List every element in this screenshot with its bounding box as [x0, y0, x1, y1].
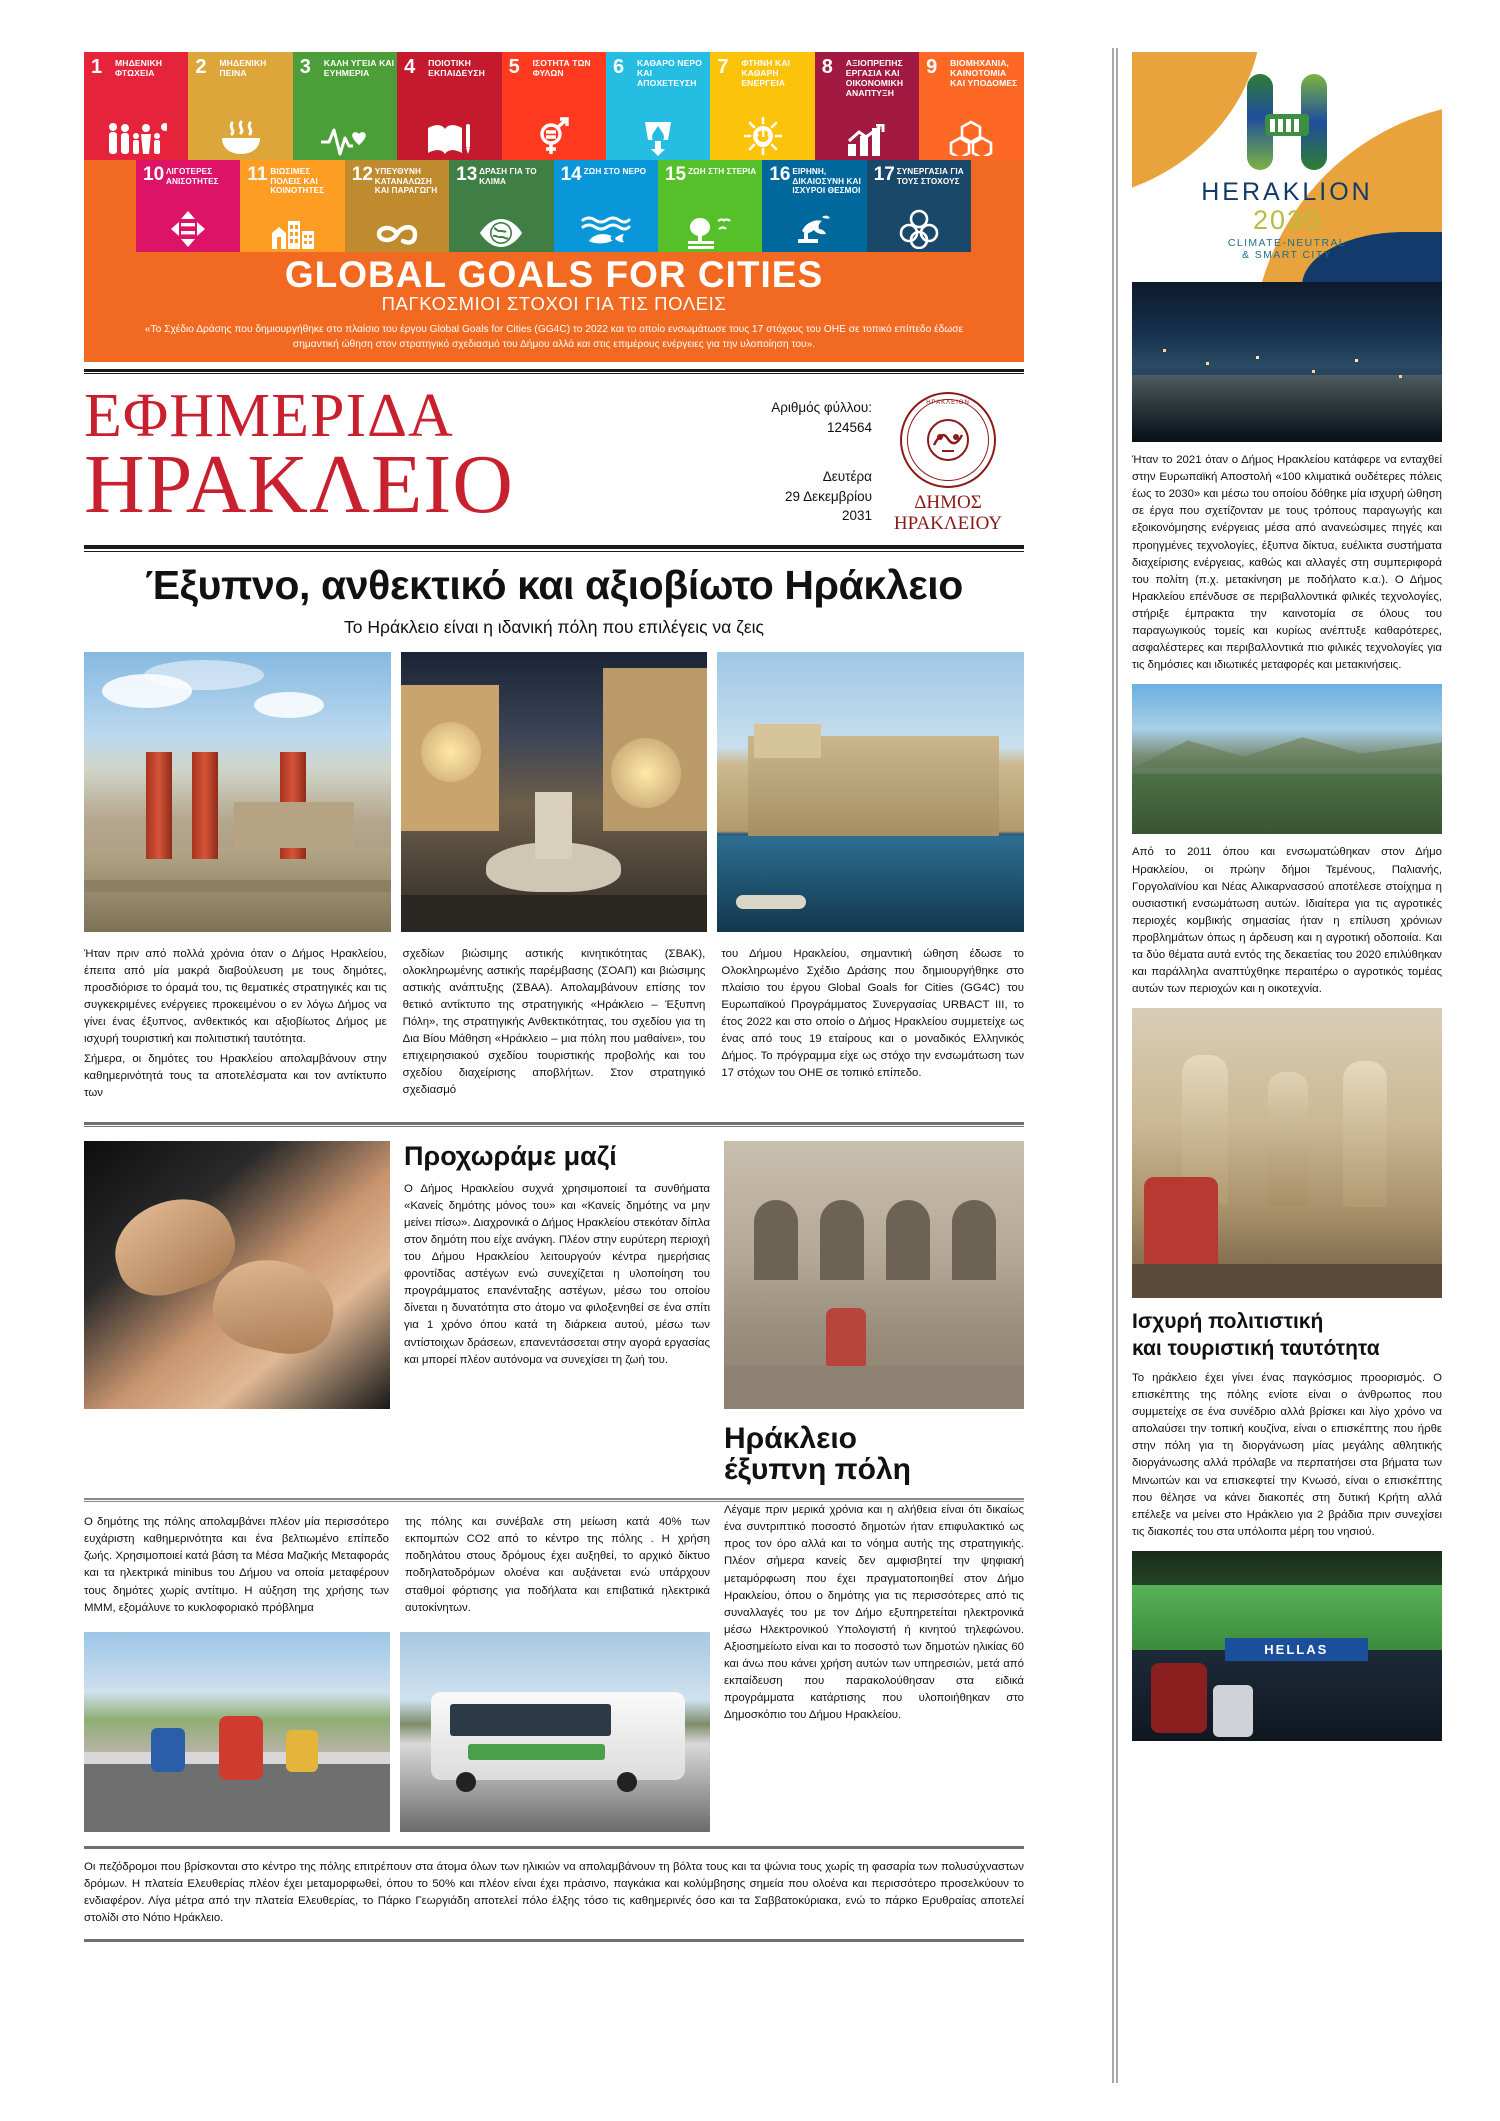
sdg-number: 6 [612, 56, 625, 78]
date-year: 2031 [841, 508, 872, 524]
h-monogram-icon [1247, 74, 1327, 170]
water-glass-icon [606, 118, 710, 156]
lead-column-1 [84, 946, 387, 1106]
sdg-goal-11 [240, 160, 344, 252]
sdg-number: 2 [195, 56, 207, 78]
logo-tagline-1: CLIMATE-NEUTRAL [1227, 236, 1347, 249]
sdg-goal-16 [762, 160, 866, 252]
partnership-circles-icon [867, 209, 971, 249]
municipality-logo [872, 388, 1024, 535]
sdg-number: 13 [456, 164, 478, 185]
sdg-number: 3 [299, 56, 311, 78]
sdg-goal-15 [658, 160, 762, 252]
family-cycling-photo [84, 1632, 390, 1832]
sidebar-title-line2: και τουριστική ταυτότητα [1132, 1337, 1380, 1361]
masthead-meta [682, 388, 872, 526]
sdg-goal-2 [188, 52, 292, 160]
sdg-number: 17 [873, 164, 895, 185]
crete-landscape-photo [1132, 684, 1442, 834]
masthead-line1: ΕΦΗΜΕΡΙΔΑ [84, 382, 454, 451]
tree-birds-icon [658, 215, 762, 249]
date-day: Δευτέρα [822, 469, 872, 485]
sdg-goal-7 [710, 52, 814, 160]
lead-c3-p1: του Δήμου Ηρακλείου, σημαντική ώθηση έδωσε το Ολοκληρωμένο Σχέδιο Δράσης που δημιουργήθηκε στο πλαίσιο του έργου Global Goals for Cities (GG4C) του Ευρωπαϊκού Προγράμματος Συνεργασίας URBACT III, το έτος 2022 και στο οποίο ο Δήμος Ηρακλείου συμμετείχε ως ένας από τους 19 εταίρους και ο μοναδικός Ελληνικός Δήμος. Το πρόγραμμα είχε ως στόχο την ενσωμάτωση των 17 στόχων του ΟΗΕ σε τοπικό επίπεδο. [721, 947, 1025, 1080]
banner-caption: «Το Σχέδιο Δράσης που δημιουργήθηκε στο πλαίσιο του έργου Global Goals for Cities (GG4C) το 2022 και το οποίο ενσωμάτωσε τους 17 στόχους του ΟΗΕ σε τοπικό επίπεδο έδωσε σημαντική ώθηση στον στρατηγικό σχεδιασμό του Δήμου αλλά και στις επιμέρους ενέργειες για την υλοποίηση του». [144, 324, 964, 350]
sdg-row2-spacer [84, 160, 136, 252]
lead-c1-p2: Σήμερα, οι δημότες του Ηρακλείου απολαμβάνουν στην καθημερινότητά τους τα αποτελέσματα και τον αντίκτυπο των [84, 1053, 387, 1100]
sdg-title: ΛΙΓΟΤΕΡΕΣ ΑΝΙΣΟΤΗΤΕΣ [166, 167, 219, 186]
stadium-crowd-hellas-photo [1132, 1551, 1442, 1741]
page-title: Έξυπνο, ανθεκτικό και αξιοβίωτο Ηράκλειο [145, 561, 963, 608]
sdg-goal-9 [919, 52, 1023, 160]
sdg-title: ΔΡΑΣΗ ΓΙΑ ΤΟ ΚΛΙΜΑ [479, 167, 537, 186]
sdg-number: 5 [508, 56, 520, 78]
sun-power-icon [710, 116, 814, 156]
infinity-icon [345, 219, 449, 249]
sdg-goal-4 [397, 52, 501, 160]
heraklion-night-aerial-photo [1132, 282, 1442, 442]
sidebar-column [1108, 0, 1500, 2121]
sdg-title: ΦΤΗΝΗ ΚΑΙ ΚΑΘΑΡΗ ΕΝΕΡΓΕΙΑ [741, 58, 791, 88]
sdg-title: ΥΠΕΥΘΥΝΗ ΚΑΤΑΝΑΛΩΣΗ ΚΑΙ ΠΑΡΑΓΩΓΗ [374, 167, 438, 196]
sdg-number: 1 [91, 56, 103, 78]
bottom-note-text: Οι πεζόδρομοι που βρίσκονται στο κέντρο της πόλης επιτρέπουν στα άτομα όλων των ηλικιών να απολαμβάνουν τη βόλτα τους και τα ψώνια τους χωρίς τη φασαρία των πολυσύχναστων δρόμων. Η πλατεία Ελευθερίας πλέον έχει μεταμορφωθεί, όπου το 50% και πλέον είναι έχει πράσινο, παγκάκια και κολύμβησης σημεία που ολοένα και περισσότερο προσελκύουν το ενδιαφέρον. Λίγα μέτρα από την πλατεία Ελευθερίας, το Πάρκο Γεωργιάδη αποτελεί πόλο έλξης τόσο τις καθημερινές όσο και τα Σαββατοκύριακα, ενώ το πάρκο Ερυθραίας αποτελεί στολίδι στο Νότιο Ηράκλειο. [84, 1860, 1024, 1925]
sdg-goal-13 [449, 160, 553, 252]
sdg-number: 14 [560, 164, 582, 185]
date-line: 29 Δεκεμβρίου [785, 488, 872, 504]
mobility-col-1 [84, 1514, 389, 1620]
banner-title: GLOBAL GOALS FOR CITIES [284, 254, 824, 295]
sdg-title: ΑΞΙΟΠΡΕΠΗΣ ΕΡΓΑΣΙΑ ΚΑΙ ΟΙΚΟΝΟΜΙΚΗ ΑΝΑΠΤΥΞΗ [845, 58, 904, 98]
knossos-palace-photo [84, 652, 391, 932]
section1-body [404, 1181, 710, 1369]
section2-title-line1: Ηράκλειο [724, 1421, 857, 1455]
municipal-seal-icon [900, 392, 996, 488]
gender-equality-icon [502, 116, 606, 156]
family-icon [84, 122, 188, 156]
logo-name: HERAKLION [1201, 177, 1373, 206]
smart-city-paragraph: Λέγαμε πριν μερικά χρόνια και η αλήθεια είναι ότι δικαίως ένα συντριπτικό ποσοστό δημοτών ήταν επιφυλακτικό ως προς τον όρο αλλά και το νόημα αυτής της στρατηγικής. Πλέον σήμερα κανείς δεν αμφισβητεί την ψηφιακή μεταμόρφωση που έχει πραγματοποιηθεί στον Δήμο Ηρακλείου, όπου ο δημότης για τις περισσότερες από τις συναλλαγές του με τον Δήμο εξυπηρετείται ηλεκτρονικά μέσω Ηλεκτρονικού Υπολογιστή ή κινητού τηλεφώνου. Αξιοσημείωτο είναι και το ποσοστό των δημοτών ηλικίας 60 και άνω που κάνει χρήση αυτών των υπηρεσιών, μετά από εκπαίδευση που παρακολούθησαν στα ειδικά προγράμματα κατάρτισης που υλοποιήθηκαν στο Δημοσκόπιο του Δήμου Ηρακλείου. [724, 1504, 1024, 1722]
dove-gavel-icon [762, 213, 866, 249]
sdg-number: 10 [143, 164, 165, 185]
sdg-number: 7 [717, 56, 729, 78]
smart-city-body [724, 1502, 1024, 1724]
sdg-number: 12 [351, 164, 373, 185]
sdg-title: ΙΣΟΤΗΤΑ ΤΩΝ ΦΥΛΩΝ [532, 58, 591, 78]
sdg-goal-17 [867, 160, 971, 252]
sdg-title: ΜΗΔΕΝΙΚΗ ΠΕΙΝΑ [219, 58, 267, 78]
mobility-columns [84, 1514, 710, 1620]
mid-center [404, 1141, 710, 1487]
issue-label: Αριθμός φύλλου: [771, 400, 872, 416]
sdg-goal-10 [136, 160, 240, 252]
masthead-line2: ΗΡΑΚΛΕΙΟ [84, 438, 514, 532]
sdg-number: 8 [821, 56, 833, 78]
sdg-row2-tail [971, 160, 1024, 252]
book-icon [397, 122, 501, 156]
sdg-title: ΒΙΟΜΗΧΑΝΙΑ, ΚΑΙΝΟΤΟΜΙΑ ΚΑΙ ΥΠΟΔΟΜΕΣ [950, 58, 1018, 88]
sdg-goal-8 [815, 52, 919, 160]
koules-fortress-photo [717, 652, 1024, 932]
sdg-title: ΚΑΛΗ ΥΓΕΙΑ ΚΑΙ ΕΥΗΜΕΡΙΑ [323, 58, 395, 78]
sdg-title: ΣΥΝΕΡΓΑΣΙΑ ΓΙΑ ΤΟΥΣ ΣΤΟΧΟΥΣ [896, 167, 964, 186]
lead-photo-row [84, 652, 1024, 932]
lead-column-3 [721, 946, 1024, 1106]
sdg-goal-3 [293, 52, 397, 160]
sdg-title: ΖΩΗ ΣΤΗ ΣΤΕΡΙΑ [687, 167, 757, 176]
equality-arrows-icon [136, 209, 240, 249]
sdg-goals-grid [84, 52, 1024, 362]
seal-top-text: ΗΡΑΚΛΕΙΟΝ [926, 400, 970, 407]
sdg-goal-12 [345, 160, 449, 252]
people-glyph-icon [1267, 115, 1307, 135]
sdg-title: ΕΙΡΗΝΗ, ΔΙΚΑΙΟΣΥΝΗ ΚΑΙ ΙΣΧΥΡΟΙ ΘΕΣΜΟΙ [792, 167, 861, 196]
sdg-goal-14 [554, 160, 658, 252]
mobility-col-2 [405, 1514, 710, 1620]
lead-body-columns [84, 946, 1024, 1106]
sdg-title: ΖΩΗ ΣΤΟ ΝΕΡΟ [583, 167, 647, 176]
sdg-title: ΚΑΘΑΡΟ ΝΕΡΟ ΚΑΙ ΑΠΟΧΕΤΕΥΣΗ [636, 58, 703, 88]
city-icon [240, 215, 344, 249]
mobility-col1-text: Ο δημότης της πόλης απολαμβάνει πλέον μία περισσότερο ευχάριστη καθημερινότητα και ένα βελτιωμένο επίπεδο ζωής. Χρησιμοποιεί κατά βάση τα Μέσα Μαζικής Μεταφοράς και τα ηλεκτρικά minibus του Δήμου να οποία μεταφέρουν τους δημότες χωρίς αντίτιμο. Η αύξηση της χρήσης των ΜΜΜ, εξομάλυνε το κυκλοφοριακό πρόβλημα [84, 1516, 389, 1614]
mobility-photo-row [84, 1632, 710, 1832]
sdg-title: ΠΟΙΟΤΙΚΗ ΕΚΠΑΙΔΕΥΣΗ [428, 58, 485, 78]
section1-title: Προχωράμε μαζί [404, 1140, 617, 1171]
growth-chart-icon [815, 124, 919, 156]
sdg-goal-6 [606, 52, 710, 160]
sidebar-paragraph-1: Ήταν το 2021 όταν ο Δήμος Ηρακλείου κατάφερε να ενταχθεί στην Ευρωπαϊκή Αποστολή «100 κλιματικά ουδέτερες πόλεις έως το 2030» και μέσω του οποίου δόθηκε μία ισχυρή ώθηση σε έργα που σχετίζονταν με τους τρόπους παραγωγής και εξοικονόμησης ενέργειας μέσα από ανανεώσιμες πηγές και προηγμένες τεχνολογίες, έξυπνα δίκτυα, ευέλικτα συστήματα διαχείρισης ενέργειας, καθώς και αλλαγές στη συμπεριφορά του πολίτη (π.χ. μετακίνηση με ποδήλατο κ.α.). Ο Δήμος Ηρακλείου επένδυσε σε περιβαλλοντικά φιλικές τεχνολογίες, στήριξε έμπρακτα την καινοτομία σε όλους του παραγωγικούς τομείς και κυρίως ανέπτυξε καθαρότερες, ασφαλέστερες και περιβαλλοντικά πιο φιλικές τεχνολογίες για τις δημόσιες και ιδιωτικές μεταφορές και μετακινήσεις. [1132, 454, 1442, 672]
masthead [84, 374, 1024, 535]
sdg-title: ΜΗΔΕΝΙΚΗ ΦΤΩΧΕΙΑ [115, 58, 163, 78]
sidebar-text-2 [1132, 844, 1442, 998]
sidebar-text-3 [1132, 1370, 1442, 1541]
heartbeat-icon [293, 124, 397, 156]
mid-left [84, 1141, 390, 1487]
mid-section [84, 1141, 1024, 1487]
seal-name-line1: ΔΗΜΟΣ [914, 492, 982, 514]
lead-c1-p1: Ήταν πριν από πολλά χρόνια όταν ο Δήμος Ηρακλείου, έπειτα από μία μακρά διαβούλευση με τους δημότες, προσδιόρισε το όραμά του, τις θεματικές στρατηγικές και τις συγκεκριμένες ενέργειες προκειμένου ο εν λόγω Δήμος να γίνει ένας έξυπνος, ανθεκτικός και αξιοβίωτος Δήμος με ισχυρή τουριστική και πολιτιστική ταυτότητα. [84, 947, 387, 1046]
globe-eye-icon [449, 217, 553, 249]
section2-title-line2: έξυπνη πόλη [724, 1453, 911, 1487]
sidebar-text-1 [1132, 452, 1442, 674]
fish-icon [554, 215, 658, 249]
helping-hands-photo [84, 1141, 390, 1409]
sdg-number: 16 [769, 164, 791, 185]
divider-mid [84, 1122, 1024, 1127]
sdg-number: 15 [664, 164, 687, 185]
sdg-title: ΒΙΩΣΙΜΕΣ ΠΟΛΕΙΣ ΚΑΙ ΚΟΙΝΟΤΗΤΕΣ [270, 167, 325, 196]
logo-year: 2030 [1252, 204, 1322, 235]
sdg-number: 9 [926, 56, 938, 78]
sdg-goal-5 [502, 52, 606, 160]
sdg-goal-1 [84, 52, 188, 160]
sidebar-paragraph-2: Από το 2011 όπου και ενσωματώθηκαν στον Δήμο Ηρακλείου, οι πρώην δήμοι Τεμένους, Παλιανής, Γοργολαϊνίου και Νέας Αλικαρνασσού αποτέλεσε στοίχημα η ουσιαστική ενσωμάτωση αυτών. Ιδιαίτερα για τις αγροτικές περιοχές κομβικής σημασίας ήταν η επίλυση χρόνιων προβλημάτων όπως η άρδευση και η αγροτική οδοποιία. Και τα δύο θέματα αυτά εντός της δεκαετίας του 2020 επιλύθηκαν και παράλληλα αναπτύχθηκε περαιτέρω ο αγροτικός τομέας αυτών των περιοχών και η οικοτεχνία. [1132, 846, 1442, 996]
stadium-banner-text: HELLAS [1225, 1638, 1368, 1661]
bowl-icon [188, 120, 292, 156]
column-separator [1112, 48, 1118, 2083]
section1-paragraph: Ο Δήμος Ηρακλείου συχνά χρησιμοποιεί τα συνθήματα «Κανείς δημότης μόνος του» και «Κανείς δημότης να μην μείνει πίσω». Διαχρονικά ο Δήμος Ηρακλείου στεκόταν δίπλα στον δημότη που είχε ανάγκη. Πλέον στην ευρύτερη περιοχή του Δήμου Ηρακλείου λειτουργούν κέντρα ημερήσιας φροντίδας αστέγων ενώ συνεχίζεται η υλοποίηση του προγράμματος επανένταξης αστέγων, μέσω του οποίου δίνεται η δυνατότητα στο άτομο να φιλοξενηθεί σε ένα σπίτι για 1 χρόνο όπου κατά τη διάρκεια αυτού, μέσω των αντίστοιχων δράσεων, επανεντάσσεται στην αγορά εργασίας και μπορεί πλέον αυτόνομα να συνεχίσει τη ζωή του. [404, 1182, 710, 1366]
electric-minibus-photo [400, 1632, 710, 1832]
lead-c2-p1: σχεδίων βιώσιμης αστικής κινητικότητας (ΣΒΑΚ), ολοκληρωμένης αστικής παρέμβασης (ΣΟΑΠ) και βιώσιμης αστικής ανάπτυξης (ΣΒΑΑ). Απολαμβάνουν επίσης τον θετικό αντίκτυπο της στρατηγικής «Ηράκλειο – Έξυπνη Πόλη», της στρατηγικής Ανθεκτικότητας, του σχεδίου για τη Δια Βίου Μάθηση «Ηράκλειο – μια πόλη που μαθαίνει», του επιχειρησιακού σχεδίου τουριστικής προβολής και του σχεδίου διαχείρισης αποβλήτων. Στον στρατηγικό σχεδιασμό [402, 947, 706, 1097]
sidebar-title-line1: Ισχυρή πολιτιστική [1132, 1310, 1324, 1334]
global-goals-banner [84, 252, 1024, 362]
newspaper-title [84, 382, 682, 532]
issue-number: 124564 [826, 419, 872, 435]
sidebar-paragraph-3: Το ηράκλειο έχει γίνει ένας παγκόσμιος προορισμός. Ο επισκέπτης της πόλης ενίοτε είναι ο άνθρωπος που συμμετείχε σε ένα συνέδριο αλλά βρίσκει και λίγο χρόνο να απολαύσει την τοπική κουζίνα, είναι ο επισκέπτης που ήρθε στην πόλη για τη διοργάνωση μίας μεγάλης αθλητικής διοργάνωσης αλλά πρόλαβε να περπατήσει στα βήματα των Μινωιτών και να επισκεφτεί την Κνωσό, είναι ο επισκέπτης που θέλησε να κάνει διακοπές στη δυτική Κρήτη αλλά επέλεξε να μείνει στο Ηράκλειο για 2 βράδια πριν συνεχίσει τις διακοπές του στα υπόλοιπα μέρη του νησιού. [1132, 1371, 1442, 1538]
sdg-number: 4 [404, 56, 416, 78]
cubes-icon [919, 120, 1023, 156]
mid-right [724, 1141, 1024, 1487]
page-subtitle: Το Ηράκλειο είναι η ιδανική πόλη που επιλέγεις να ζεις [344, 616, 764, 637]
seal-name-line2: ΗΡΑΚΛΕΙΟΥ [893, 513, 1003, 535]
sdg-number: 11 [247, 164, 268, 185]
lead-column-2 [403, 946, 706, 1106]
morosini-fountain-photo [401, 652, 708, 932]
heraklion-2030-logo [1132, 52, 1442, 282]
divider-headline [84, 545, 1024, 552]
logo-tagline-2: & SMART CITY [1242, 248, 1332, 261]
bottom-note-box [84, 1846, 1024, 1942]
loggia-arcade-photo [724, 1141, 1024, 1409]
banner-subtitle: ΠΑΓΚΟΣΜΙΟΙ ΣΤΟΧΟΙ ΓΙΑ ΤΙΣ ΠΟΛΕΙΣ [381, 292, 727, 314]
archaeological-museum-photo [1132, 1008, 1442, 1298]
mobility-col2-text: της πόλης και συνέβαλε στη μείωση κατά 40% των εκπομπών CO2 από το κέντρο της πόλης . Η χρήση ποδηλάτου στους δρόμους έχει αυξηθεί, το αρχικό δίκτυο ποδηλατοδρόμων ολοένα και αυξάνεται ενώ υπάρχουν σταθμοί φόρτισης για ποδήλατα και επιβατικά ηλεκτρικά αυτοκίνητων. [405, 1516, 710, 1614]
